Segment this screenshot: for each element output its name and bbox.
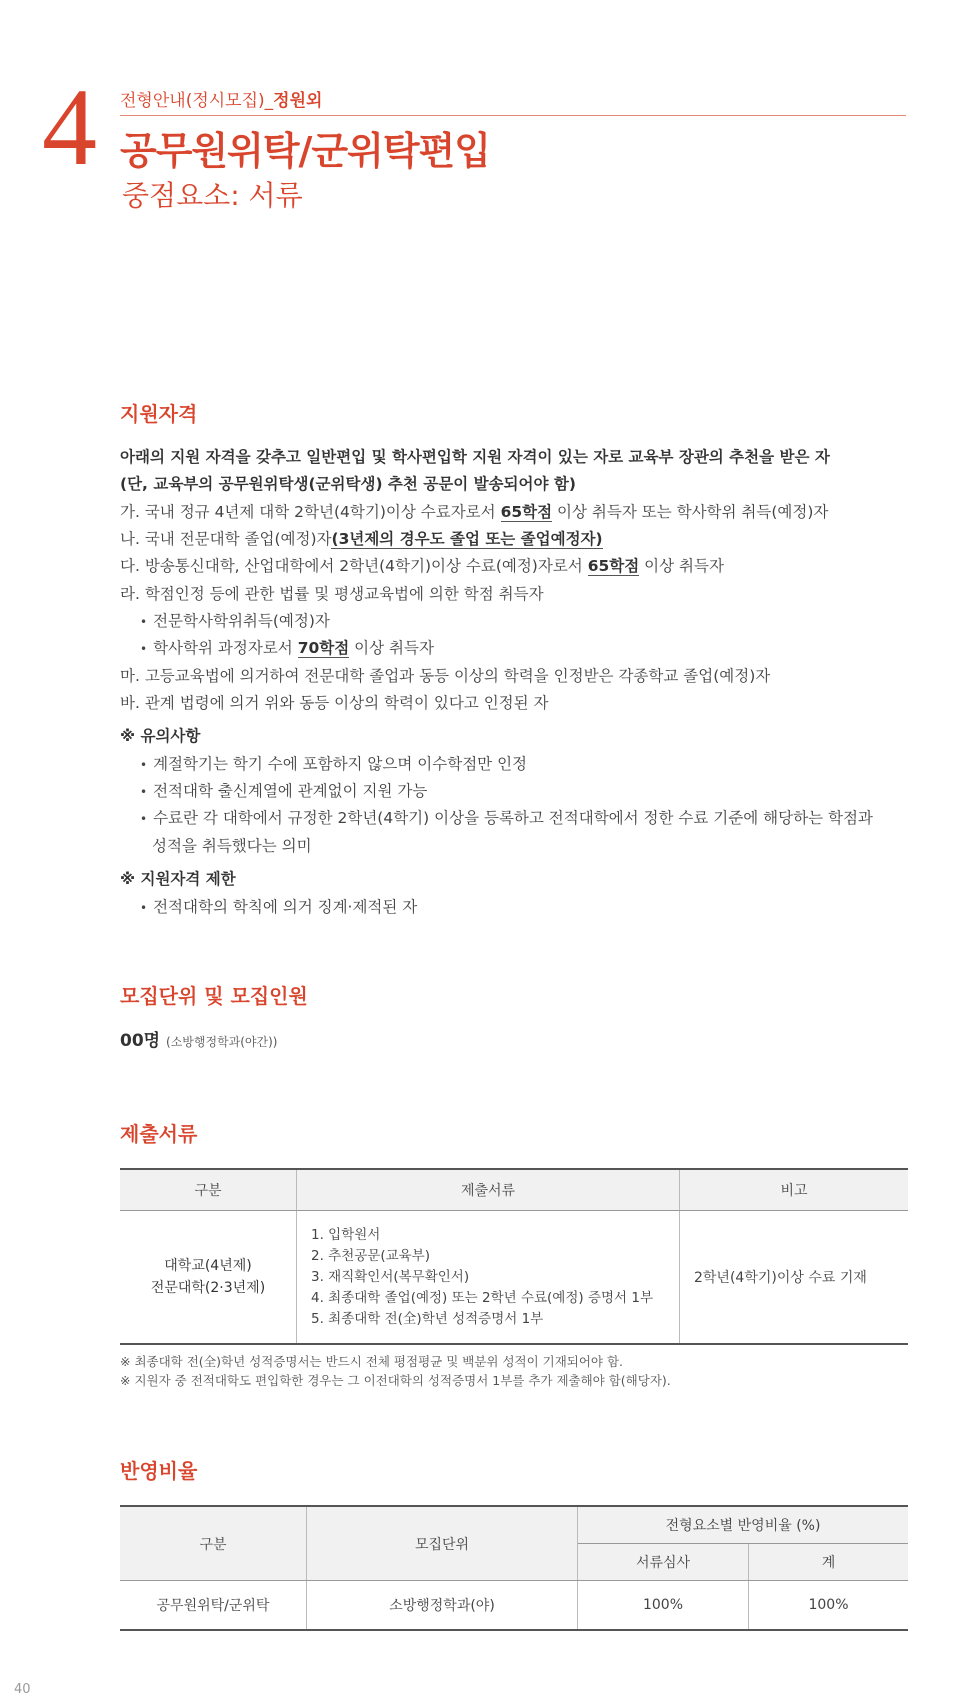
eligibility-item-na: 나. 국내 전문대학 졸업(예정)자(3년제의 경우도 졸업 또는 졸업예정자) <box>120 530 603 548</box>
list-item: 3. 재직확인서(복무확인서) <box>311 1268 470 1285</box>
documents-col-documents: 제출서류 <box>297 1169 680 1211</box>
eligibility-item-ba: 바. 관계 법령에 의거 위와 동등 이상의 학력이 있다고 인정된 자 <box>120 694 549 712</box>
eligibility-item-ra: 라. 학점인정 등에 관한 법률 및 평생교육법에 의한 학점 취득자 <box>120 585 544 603</box>
ratio-row-documents: 100% <box>578 1581 749 1631</box>
documents-footnote-1: ※ 최종대학 전(全)학년 성적증명서는 반드시 전체 평점평균 및 백분위 성적이 기재되어야 함. <box>120 1354 624 1369</box>
recruitment-count: 00명 (소방행정학과(야간)) <box>120 1031 278 1051</box>
documents-col-category: 구분 <box>120 1169 297 1211</box>
list-item: 2. 추천공문(교육부) <box>311 1247 430 1264</box>
notes-title: ※ 유의사항 <box>120 727 201 745</box>
ratio-col-unit: 모집단위 <box>307 1506 578 1581</box>
documents-table <box>120 1168 908 1345</box>
ratio-col-elements: 전형요소별 반영비율 (%) <box>578 1506 909 1544</box>
documents-note-cell: 2학년(4학기)이상 수료 기재 <box>680 1211 909 1345</box>
note-item-3: • 수료란 각 대학에서 규정한 2학년(4학기) 이상을 등록하고 전적대학에서 정한 수료 기준에 해당하는 학점과 <box>140 809 873 827</box>
eligibility-intro: 아래의 지원 자격을 갖추고 일반편입 및 학사편입학 지원 자격이 있는 자로 교육부 장관의 추천을 받은 자 <box>120 448 830 466</box>
eligibility-ra-bullet-1: • 전문학사학위취득(예정)자 <box>140 612 330 630</box>
table-row <box>120 1581 908 1631</box>
eligibility-item-da: 다. 방송통신대학, 산업대학에서 2학년(4학기)이상 수료(예정)자로서 65학점 이상 취득자 <box>120 557 724 575</box>
ratio-col-category: 구분 <box>120 1506 307 1581</box>
documents-category-1: 대학교(4년제) <box>164 1258 252 1274</box>
documents-category-2: 전문대학(2·3년제) <box>150 1280 266 1296</box>
list-item: 5. 최종대학 전(全)학년 성적증명서 1부 <box>311 1310 544 1327</box>
documents-category-cell <box>120 1211 297 1345</box>
note-item-1: • 계절학기는 학기 수에 포함하지 않으며 이수학점만 인정 <box>140 755 528 773</box>
section-heading-ratio: 반영비율 <box>120 1459 198 1483</box>
chapter-category: 전형안내(정시모집)_정원외 <box>120 86 906 116</box>
ratio-sub-total: 계 <box>749 1544 909 1581</box>
eligibility-ra-bullet-2: • 학사학위 과정자로서 70학점 이상 취득자 <box>140 639 434 657</box>
table-row <box>120 1211 908 1345</box>
documents-list-cell <box>297 1211 680 1345</box>
section-heading-eligibility: 지원자격 <box>120 402 198 426</box>
list-item: 1. 입학원서 <box>311 1226 381 1243</box>
ratio-row-unit: 소방행정학과(야) <box>307 1581 578 1631</box>
restriction-title: ※ 지원자격 제한 <box>120 870 236 888</box>
page-number: 40 <box>14 1682 31 1697</box>
page-title: 공무원위탁/군위탁편입 <box>120 129 490 173</box>
list-item: 4. 최종대학 졸업(예정) 또는 2학년 수료(예정) 증명서 1부 <box>311 1289 653 1306</box>
section-heading-recruitment: 모집단위 및 모집인원 <box>120 984 308 1008</box>
note-item-3-cont: 성적을 취득했다는 의미 <box>152 837 312 855</box>
eligibility-item-ma: 마. 고등교육법에 의거하여 전문대학 졸업과 동등 이상의 학력을 인정받은 각종학교 졸업(예정)자 <box>120 667 771 685</box>
documents-col-note: 비고 <box>680 1169 909 1211</box>
ratio-sub-documents: 서류심사 <box>578 1544 749 1581</box>
eligibility-intro-note: (단, 교육부의 공무원위탁생(군위탁생) 추천 공문이 발송되어야 함) <box>120 475 576 493</box>
ratio-row-category: 공무원위탁/군위탁 <box>120 1581 307 1631</box>
documents-footnote-2: ※ 지원자 중 전적대학도 편입학한 경우는 그 이전대학의 성적증명서 1부를 추가 제출해야 함(해당자). <box>120 1373 671 1388</box>
restriction-item-1: • 전적대학의 학칙에 의거 징계·제적된 자 <box>140 898 418 916</box>
note-item-2: • 전적대학 출신계열에 관계없이 지원 가능 <box>140 782 428 800</box>
eligibility-item-ga: 가. 국내 정규 4년제 대학 2학년(4학기)이상 수료자로서 65학점 이상 취득자 또는 학사학위 취득(예정)자 <box>120 503 829 521</box>
ratio-table <box>120 1505 908 1631</box>
section-heading-documents: 제출서류 <box>120 1122 198 1146</box>
ratio-row-total: 100% <box>749 1581 909 1631</box>
focus-label: 중점요소: 서류 <box>122 179 303 212</box>
chapter-number: 4 <box>42 66 97 188</box>
